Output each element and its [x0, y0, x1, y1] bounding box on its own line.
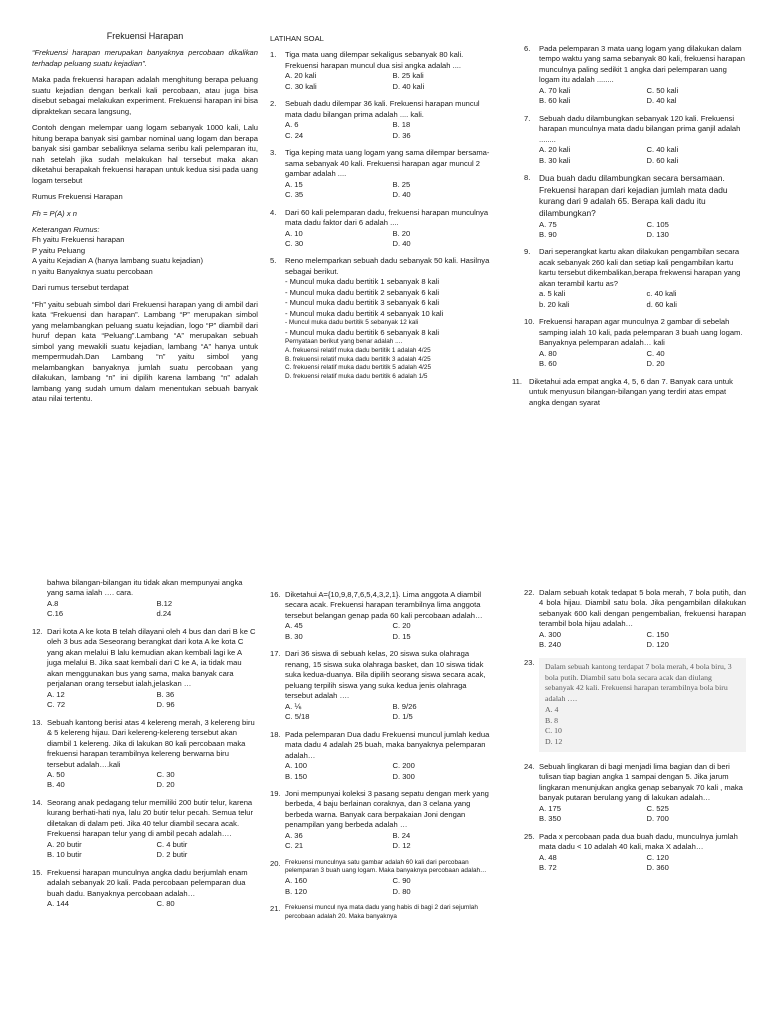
formula: Fh = P(A) x n: [32, 208, 77, 218]
option: C. 40 kali: [646, 145, 679, 155]
question: 6. Pada pelemparan 3 mata uang logam yang dilakukan dalam tempo waktu yang sama sebanyak 80 kali, frekuensi harapan munculnya paling sedikit 1 angka dari pelemparan uang logam itu adalah ........ A. 70 kali C. 50 kali B. 60 kali D. 40 kal: [524, 44, 745, 106]
option: D. 40 kali: [392, 81, 425, 91]
question: 1. Tiga mata uang dilempar sekaligus sebanyak 80 kali. Frekuensi harapan muncul dua sisi angka adalah .... A. 20 kali B. 25 kali C. 30 kali D. 40 kali: [270, 50, 492, 92]
option: C. 150: [646, 629, 669, 639]
option: C. 80: [156, 899, 175, 909]
option: C. 30: [156, 769, 175, 779]
option: C. 120: [646, 852, 669, 862]
option: A. 15: [285, 179, 303, 189]
option: B. 9/26: [392, 701, 417, 711]
option: B. 8: [545, 715, 558, 725]
exercise-title: LATIHAN SOAL: [270, 34, 324, 43]
question-text: Sebuah dadu dilempar 36 kali. Frekuensi harapan muncul mata dadu bilangan prima adalah .... kali.: [285, 99, 480, 119]
question-text: Sebuah kantong berisi atas 4 kelereng merah, 3 kelereng biru & 5 kelereng hijau. Dari kelereng-kelereng tersebut akan diambil 1 kelereng. Jika di lakukan 80 kali percobaan maka frekuensi harapan terambilnya kelereng berwarna biru tersebut adalah….kali: [47, 717, 255, 769]
option: A. 36: [285, 830, 303, 840]
option: C. 35: [285, 190, 304, 200]
option: A. 48: [539, 852, 557, 862]
option: A. 70 kali: [539, 85, 571, 95]
option: D. 96: [156, 700, 175, 710]
option: B. frekuensi relatif muka dadu bertitik 3 adalah 4/25: [285, 355, 431, 363]
option: C. 200: [392, 761, 415, 771]
question-text: Reno melemparkan sebuah dadu sebanyak 50 kali. Hasilnya sebagai berikut.: [285, 256, 490, 276]
question: 13. Sebuah kantong berisi atas 4 kelereng merah, 3 kelereng biru & 5 kelereng hijau. Dari kelereng-kelereng tersebut akan diambil 1 kelereng. Jika di lakukan 80 kali percobaan maka frekuensi harapan terambilnya kelereng berwarna biru tersebut adalah….kali A. 50 C. 30 B. 40 D. 20: [32, 718, 258, 791]
option: C. 30 kali: [285, 81, 317, 91]
option: B. 60 kali: [539, 96, 571, 106]
column-questions-1: [270, 0, 492, 389]
option: A. 20 kali: [539, 145, 571, 155]
option: D. 360: [646, 863, 669, 873]
list-item: - Muncul muka dadu bertitik 2 sebanyak 6 kali: [285, 287, 440, 297]
question-text: Sebuah dadu dilambungkan sebanyak 120 kali. Frekuensi harapan munculnya mata dadu bilangan prima ganjil adalah ........: [539, 113, 741, 144]
option: A. 175: [539, 803, 561, 813]
option: D. 12: [545, 737, 563, 747]
question-text: Diketahui A={10,9,8,7,6,5,4,3,2,1}. Lima anggota A diambil secara acak. Frekuensi harapan terambilnya lima anggota tersebut belangan genap pada 60 kali percobaan adalah…: [285, 590, 483, 620]
question: 25. Pada x percobaan pada dua buah dadu, munculnya jumlah mata dadu < 10 adalah 40 kali, maka X adalah… A. 48 C. 120 B. 72 D. 360: [524, 832, 746, 874]
list-item: - Muncul muka dadu bertitik 6 sebanyak 8 kali: [285, 327, 440, 337]
option: B. 10 butir: [47, 850, 82, 860]
option: b. 20 kali: [539, 299, 570, 309]
column-questions-3: [32, 578, 258, 917]
option: C. 21: [285, 841, 304, 851]
list-item: - Muncul muka dadu bertitik 5 sebanyak 12 kali: [285, 319, 419, 327]
question-text: Dari 36 siswa di sebuah kelas, 20 siswa suka olahraga renang, 15 siswa suka olahraga basket, dan 10 siswa tidak suka kedua-duanya. Bila dipilih seorang siswa secara acak, peluang terpilih siswa yang suka kedua jenis olahraga tersebut adalah ….: [285, 649, 486, 701]
option: d.24: [156, 609, 172, 619]
question-text: Diketahui ada empat angka 4, 5, 6 dan 7. Banyak cara untuk untuk menyusun bilangan-bilangan yang terdiri atas empat angka dengan syarat: [529, 376, 733, 407]
question-text: bahwa bilangan-bilangan itu tidak akan mempunyai angka yang sama ialah …. cara.: [47, 578, 243, 598]
question: 11. Diketahui ada empat angka 4, 5, 6 dan 7. Banyak cara untuk untuk menyusun bilangan-bilangan yang terdiri atas empat angka dengan syarat: [512, 377, 746, 408]
option: D. 40: [392, 238, 411, 248]
question-text: Frekuensi muncul nya mata dadu yang habis di bagi 2 dari sejumlah percobaan adalah 20. Maka banyaknya: [285, 904, 478, 920]
option: A. 12: [47, 689, 65, 699]
option: D. 130: [646, 230, 669, 239]
option: D. 2 butir: [156, 850, 188, 860]
question-text: Dari 60 kali pelemparan dadu, frekuensi harapan munculnya mata dadu faktor dari 6 adalah ....: [285, 207, 489, 228]
question: 4. Dari 60 kali pelemparan dadu, frekuensi harapan munculnya mata dadu faktor dari 6 adalah .... A. 10 B. 20 C. 30 D. 40: [270, 208, 492, 250]
paragraph: Dari rumus tersebut terdapat: [32, 283, 129, 293]
question-text: Dalam sebuah kantong terdapat 7 bola merah, 4 bola biru, 3 bola putih. Diambil satu bola secara acak dan diulang sebanyak 42 kali. Frekuensi harapan terambilnya bola biru adalah ….: [545, 661, 732, 704]
question: 22. Dalam sebuah kotak tedapat 5 bola merah, 7 bola putih, dan 4 bola hijau. Diambil satu bola. Jika pengambilan dilakukan sebanyak 600 kali dengan pengembalian, frekuensi harapan terambil bola hijau adalah… A. 300 C. 150 B. 240 D. 120: [524, 588, 746, 650]
option: A.8: [47, 598, 59, 608]
question-text: Seorang anak pedagang telur memiliki 200 butir telur, karena kurang berhati-hati nya, lalu 20 butir telur pecah. Semua telur diletakan di dalam peti. Jika 40 telur diambil secara acak. Frekuensi harapan telur yang di ambil pecah adalah….: [47, 797, 253, 839]
option: B. 60: [539, 359, 557, 369]
option: D. 20: [646, 359, 665, 369]
option: B. 350: [539, 814, 561, 824]
option: D. 60 kali: [646, 155, 679, 165]
option: A. 45: [285, 621, 303, 631]
option: A. 20 butir: [47, 839, 82, 849]
question-text: Joni mempunyai koleksi 3 pasang sepatu dengan merk yang berbeda, 4 baju berlainan coraknya, dan 3 celana yang berbeda warna. Banyak cara berpakaian Joni dengan penampilan yang berbeda adalah …: [285, 788, 489, 830]
formula-title: Rumus Frekuensi Harapan: [32, 192, 123, 202]
option: C.16: [47, 609, 64, 619]
question-text: Dari seperangkat kartu akan dilakukan pengambilan secara acak sebanyak 260 kali dan setiap kali pengambilan kartu kartu tersebut dikembalikan,berapa frekwensi harapan yang akan terambil kartu as?: [539, 247, 741, 288]
option: A. 160: [285, 876, 307, 886]
option: A. 10: [285, 228, 303, 238]
paragraph: Contoh dengan melempar uang logam sebanyak 1000 kali, Lalu hitung berapa banyak sisi gambar nominal uang logam dan berapa banyak sisi gambar sebaliknya selama seribu kali pelemparan itu, nah setelah jika sudah melakukan hal tersebut maka akan diketahui berapakah frekuensi harapan untuk kedua sisi pada uang logam tersebut: [32, 123, 258, 185]
column-questions-2: [512, 44, 746, 415]
question: 16. Diketahui A={10,9,8,7,6,5,4,3,2,1}. Lima anggota A diambil secara acak. Frekuensi harapan terambilnya lima anggota tersebut belangan genap pada 60 kali percobaan adalah… A. 45 C. 20 B. 30 D. 15: [270, 590, 492, 642]
question: 17. Dari 36 siswa di sebuah kelas, 20 siswa suka olahraga renang, 15 siswa suka olahraga basket, dan 10 siswa tidak suka kedua-duanya. Bila dipilih seorang siswa secara acak, peluang terpilih siswa yang suka kedua jenis olahraga tersebut adalah …. A. ⅙ B. 9/26 C. 5/18 D. 1/5: [270, 649, 492, 722]
option: d. 60 kali: [646, 299, 677, 309]
option: D. 36: [392, 130, 411, 140]
question: 21. Frekuensi muncul nya mata dadu yang habis di bagi 2 dari sejumlah percobaan adalah 20. Maka banyaknya: [270, 904, 492, 921]
option: B. 18: [392, 120, 411, 130]
option: C. frekuensi relatif muka dadu bertitik 5 adalah 4/25: [285, 364, 432, 372]
option: A. frekuensi relatif muka dadu bertitik 1 adalah 4/25: [285, 347, 431, 354]
question-text: Frekuensi munculnya satu gambar adalah 60 kali dari percobaan pelemparan 3 buah uang logam. Maka banyaknya percobaan adalah…: [285, 858, 487, 875]
option: B. 72: [539, 863, 557, 873]
option: C. 20: [392, 621, 411, 631]
option: D. 20: [156, 780, 175, 790]
legend-item: n yaitu Banyaknya suatu percobaan: [32, 266, 153, 276]
legend-item: Fh yaitu Frekuensi harapan: [32, 235, 125, 245]
option: B. 30 kali: [539, 155, 571, 165]
option: C. 5/18: [285, 712, 310, 722]
question-statement: Pernyataan berikut yang benar adalah ....: [285, 338, 403, 346]
option: C. 90: [392, 876, 411, 886]
option: C. 50 kali: [646, 85, 679, 95]
question: 12. Dari kota A ke kota B telah dilayani oleh 4 bus dan dari B ke C oleh 3 bus ada Seseorang berangkat dari kota A ke kota C yang akan melalui B lalu kemudian akan kembali lagi ke A juga melalui B. Jika saat kembali dari C ke A, ia tidak mau akan menggunakan bus yang sama, maka banyak cara perjalanan orang tersebut ialah,jelaskan … A. 12 B. 36 C. 72 D. 96: [32, 627, 258, 711]
option: C. 30: [285, 238, 304, 248]
option: B. 240: [539, 640, 561, 650]
column-questions-4: [270, 590, 492, 928]
list-item: - Muncul muka dadu bertitik 1 sebanyak 8 kali: [285, 277, 440, 287]
option: B.12: [156, 598, 173, 608]
option: D. 40 kal: [646, 96, 677, 106]
question: 20. Frekuensi munculnya satu gambar adalah 60 kali dari percobaan pelemparan 3 buah uang logam. Maka banyaknya percobaan adalah… A. 160 C. 90 B. 120 D. 80: [270, 859, 492, 897]
question-text: Dari kota A ke kota B telah dilayani oleh 4 bus dan dari B ke C oleh 3 bus ada Seseorang berangkat dari kota A ke kota C yang akan melalui B lalu kemudian akan kembali lagi ke A juga melalui B. Jika saat kembali dari C ke A, ia tidak mau akan menggunakan bus yang sama, maka banyak cara perjalanan orang tersebut ialah,jelaskan …: [47, 626, 256, 689]
question-text: Frekuensi harapan munculnya angka dadu berjumlah enam adalah sebanyak 20 kali. Pada percobaan pelemparan dua buah dadu. Banyaknya percobaan adalah…: [47, 867, 248, 898]
option: B. 36: [156, 689, 175, 699]
definition: “Frekuensi harapan merupakan banyaknya percobaan dikalikan terhadap peluang suatu kejadian”.: [32, 48, 258, 68]
option: D. frekuensi relatif muka dadu bertitik 6 adalah 1/5: [285, 372, 428, 380]
question: 9. Dari seperangkat kartu akan dilakukan pengambilan secara acak sebanyak 260 kali dan setiap kali pengambilan kartu kartu tersebut dikembalikan,berapa frekwensi harapan yang akan terambil kartu as? a. 5 kali c. 40 kali b. 20 kali d. 60 kali: [524, 247, 746, 310]
option: A. ⅙: [285, 701, 302, 711]
option: C. 4 butir: [156, 839, 188, 849]
column-questions-5: [524, 588, 746, 881]
question: 7. Sebuah dadu dilambungkan sebanyak 120 kali. Frekuensi harapan munculnya mata dadu bilangan prima ganjil adalah ........ A. 20 kali C. 40 kali B. 30 kali D. 60 kali: [524, 114, 746, 166]
paragraph: “Fh” yaitu sebuah simbol dari Frekuensi harapan yang di ambil dari kata “Frekuensi dan harapan”. Lambang “P” merupakan simbol yang melambangkan peluang suatu kejadian, logo “P” diambil dari huruf depan kata “Peluang”.Lambang “A” merupakan sebuah simbol yang mewakili suatu kejadian, lambang “A” hanya untuk mempermudah.Dan Lambang “n” yaitu simbol yang melambangkan banyaknya jumlah suatu percobaan yang dilakukan, lambang “n” ini dipilih karena lambang “n” adalah lambang yang sudah umum dalam menentukan sebuah banyak atau nilai tertentu.: [32, 299, 258, 403]
option: A. 4: [545, 704, 559, 714]
option: C. 24: [285, 130, 304, 140]
option: a. 5 kali: [539, 289, 566, 299]
option: B. 24: [392, 830, 411, 840]
question-continuation: [32, 578, 258, 620]
option: c. 40 kali: [646, 289, 677, 299]
column-theory: [32, 0, 258, 410]
option: A. 20 kali: [285, 71, 317, 81]
option: B. 40: [47, 780, 65, 790]
section-title: Frekuensi Harapan: [106, 31, 184, 41]
option: B. 25 kali: [392, 71, 424, 81]
question: 14. Seorang anak pedagang telur memiliki 200 butir telur, karena kurang berhati-hati nya, lalu 20 butir telur pecah. Semua telur diletakan di dalam peti. Jika 40 telur diambil secara acak. Frekuensi harapan telur yang di ambil pecah adalah…. A. 20 butir C. 4 butir B. 10 butir D. 2 butir: [32, 798, 258, 861]
question: 19. Joni mempunyai koleksi 3 pasang sepatu dengan merk yang berbeda, 4 baju berlainan coraknya, dan 3 celana yang berbeda warna. Banyak cara berpakaian Joni dengan penampilan yang berbeda adalah … A. 36 B. 24 C. 21 D. 12: [270, 789, 492, 852]
option: D. 15: [392, 631, 411, 641]
option: A. 300: [539, 629, 561, 639]
option: A. 50: [47, 769, 65, 779]
question: 8. Dua buah dadu dilambungkan secara bersamaan. Frekuensi harapan dari kejadian jumlah mata dadu kurang dari 9 adalah 65. Berapa kali dadu itu dilambungkan? A. 75 C. 105 B. 90 D. 130: [524, 173, 746, 240]
option: B. 150: [285, 771, 307, 781]
option: C. 525: [646, 803, 669, 813]
question-text: Tiga keping mata uang logam yang sama dilempar bersama-sama sebanyak 40 kali. Frekuensi harapan agar muncul 2 gambar adalah ....: [285, 148, 490, 179]
scanned-image: [539, 658, 746, 752]
option: D. 120: [646, 640, 669, 650]
question-text: Dalam sebuah kotak tedapat 5 bola merah, 7 bola putih, dan 4 bola hijau. Diambil satu bola. Jika pengambilan dilakukan sebanyak 600 kali dengan pengembalian, frekuensi harapan terambil bola hijau adalah…: [539, 588, 746, 629]
list-item: - Muncul muka dadu bertitik 3 sebanyak 6 kali: [285, 298, 440, 308]
question-text: Dua buah dadu dilambungkan secara bersamaan. Frekuensi harapan dari kejadian jumlah mata dadu kurang dari 9 adalah 65. Berapa kali dadu itu dilambungkan?: [539, 173, 728, 218]
option: A. 144: [47, 899, 69, 909]
question-text: Pada pelemparan 3 mata uang logam yang dilakukan dalam tempo waktu yang sama sebanyak 80 kali, frekuensi harapan munculnya paling sedikit 1 angka dari pelemparan uang logam itu adalah ........: [539, 44, 745, 85]
question-text: Pada pelemparan Dua dadu Frekuensi muncul jumlah kedua mata dadu 4 adalah 25 buah, maka banyaknya pelemparan adalah…: [285, 729, 490, 760]
option: C. 40: [646, 348, 665, 358]
option: B. 30: [285, 631, 303, 641]
paragraph: Maka pada frekuensi harapan adalah menghitung berapa peluang suatu kejadian dengan berkali kali percobaan, atau juga bisa disebut sebagai melakukan experiment. Frekuensi harapan ini bisa dipraktekan secara langsung,: [32, 75, 258, 116]
question-text: Pada x percobaan pada dua buah dadu, munculnya jumlah mata dadu < 10 adalah 40 kali, maka X adalah…: [539, 831, 738, 852]
option: D. 300: [392, 771, 415, 781]
option: C. 10: [545, 726, 562, 736]
option: B. 90: [539, 230, 557, 239]
page-bottom: [0, 570, 768, 1024]
question: 3. Tiga keping mata uang logam yang sama dilempar bersama-sama sebanyak 40 kali. Frekuensi harapan agar muncul 2 gambar adalah .... A. 15 B. 25 C. 35 D. 40: [270, 148, 492, 200]
option: B. 25: [392, 179, 411, 189]
option: A. 80: [539, 348, 557, 358]
option: C. 72: [47, 700, 66, 710]
question-text: Tiga mata uang dilempar sekaligus sebanyak 80 kali. Frekuensi harapan muncul dua sisi angka adalah ....: [285, 50, 464, 70]
option: D. 40: [392, 190, 411, 200]
option: C. 105: [646, 219, 669, 229]
option: B. 20: [392, 228, 411, 238]
option: D. 700: [646, 814, 669, 824]
option: D. 1/5: [392, 712, 413, 722]
page-gap: [0, 540, 768, 570]
option: A. 100: [285, 761, 307, 771]
question: 24. Sebuah lingkaran di bagi menjadi lima bagian dan di beri tulisan tiap bagian angka 1 sampai dengan 5. Jika jarum lingkaran menunjukan angka genap sebanyak 70 kali , maka banyak putaran berulang yang di lakukan adalah… A. 175 C. 525 B. 350 D. 700: [524, 762, 746, 825]
question-text: Frekuensi harapan agar munculnya 2 gambar di sebelah samping ialah 10 kali, pada pelemparan 3 buah uang logam. Banyaknya pelemparan adalah… kali: [539, 317, 743, 348]
question: 2. Sebuah dadu dilempar 36 kali. Frekuensi harapan muncul mata dadu bilangan prima adalah .... kali. A. 6 B. 18 C. 24 D. 36: [270, 99, 492, 141]
option: D. 12: [392, 841, 411, 851]
legend-item: P yaitu Peluang: [32, 245, 86, 255]
legend-title: Keterangan Rumus:: [32, 224, 100, 234]
question: 10. Frekuensi harapan agar munculnya 2 gambar di sebelah samping ialah 10 kali, pada pelemparan 3 buah uang logam. Banyaknya pelemparan adalah… kali A. 80 C. 40 B. 60 D. 20: [524, 317, 746, 369]
option: D. 80: [392, 886, 411, 896]
option: B. 120: [285, 886, 307, 896]
question: 5. Reno melemparkan sebuah dadu sebanyak 50 kali. Hasilnya sebagai berikut. - Muncul muka dadu bertitik 1 sebanyak 8 kali - Muncul muka dadu bertitik 2 sebanyak 6 kali - Muncul muka dadu bertitik 3 sebanyak 6 kali - Muncul muka dadu bertitik 4 sebanyak 10 kali - Muncul muka dadu bertitik 5 sebanyak 12 kali - Muncul muka dadu bertitik 6 sebanyak 8 kali Pernyataan berikut yang benar adalah .... A. frekuensi relatif muka dadu bertitik 1 adalah 4/25 B. frekuensi relatif muka dadu bertitik 3 adalah 4/25 C. frekuensi relatif muka dadu bertitik 5 adalah 4/25 D. frekuensi relatif muka dadu bertitik 6 adalah 1/5: [270, 256, 492, 381]
question: 15. Frekuensi harapan munculnya angka dadu berjumlah enam adalah sebanyak 20 kali. Pada percobaan pelemparan dua buah dadu. Banyaknya percobaan adalah… A. 144 C. 80: [32, 868, 258, 910]
question-scanned: 23. Dalam sebuah kantong terdapat 7 bola merah, 4 bola biru, 3 bola putih. Diambil satu bola secara acak dan diulang sebanyak 42 kali. Frekuensi harapan terambilnya bola biru adalah …. A. 4 B. 8 C. 10 D. 12: [524, 658, 746, 752]
list-item: - Muncul muka dadu bertitik 4 sebanyak 10 kali: [285, 308, 444, 318]
question: 18. Pada pelemparan Dua dadu Frekuensi muncul jumlah kedua mata dadu 4 adalah 25 buah, maka banyaknya pelemparan adalah… A. 100 C. 200 B. 150 D. 300: [270, 730, 492, 782]
option: A. 75: [539, 219, 557, 229]
legend-item: A yaitu Kejadian A (hanya lambang suatu kejadian): [32, 256, 203, 266]
question-text: Sebuah lingkaran di bagi menjadi lima bagian dan di beri tulisan tiap bagian angka 1 sampai dengan 5. Jika jarum lingkaran menunjukan angka genap sebanyak 70 kali , maka banyak putaran berulang yang di lakukan adalah…: [539, 761, 743, 803]
option: A. 6: [285, 120, 299, 130]
